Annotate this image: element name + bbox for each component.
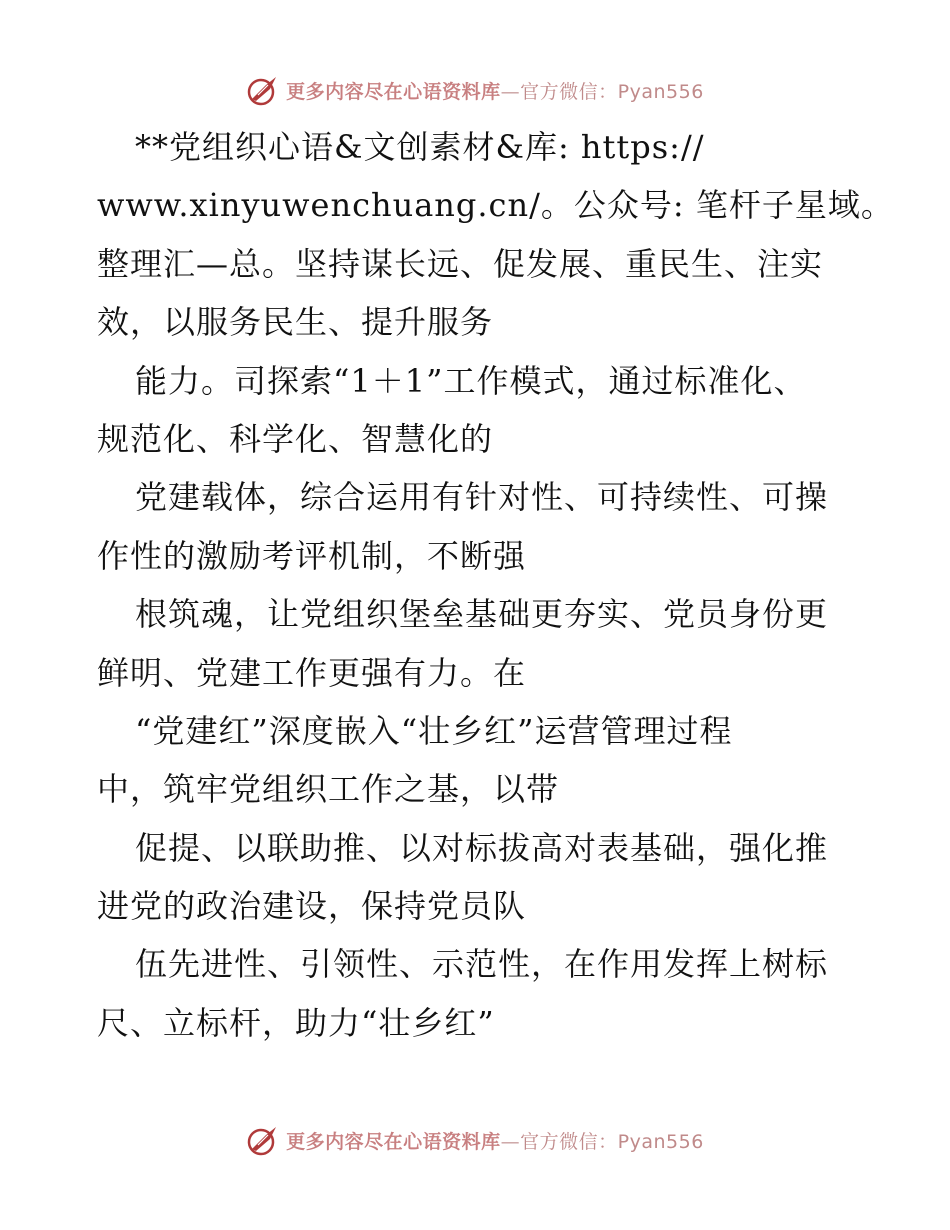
- text-line: 能力。司探索“1＋1”工作模式，通过标准化、: [135, 361, 807, 400]
- footer-banner-contact: 官方微信：Pyan556: [520, 1130, 704, 1153]
- text-line: “党建红”深度嵌入“壮乡红”运营管理过程: [135, 711, 733, 750]
- header-banner-separator: —: [500, 80, 521, 103]
- text-line: 尺、立标杆，助力“壮乡红”: [97, 1003, 495, 1042]
- text-line: 规范化、科学化、智慧化的: [97, 419, 494, 458]
- header-banner-text: [286, 77, 704, 104]
- quill-logo-icon: [246, 73, 280, 107]
- text-line: **党组织心语&文创素材&库: https://: [135, 128, 705, 166]
- text-line: 整理汇—总。坚持谋长远、促发展、重民生、注实: [97, 244, 824, 283]
- text-line: 中，筑牢党组织工作之基，以带: [97, 770, 560, 809]
- text-line: 作性的激励考评机制，不断强: [97, 536, 527, 575]
- text-line: www.xinyuwenchuang.cn/。公众号: 笔杆子星域。: [97, 186, 894, 225]
- text-line: 伍先进性、引领性、示范性，在作用发挥上树标: [135, 945, 829, 984]
- text-line: 促提、以联助推、以对标拔高对表基础，强化推: [135, 828, 829, 867]
- footer-banner-title: 更多内容尽在心语资料库: [286, 1130, 501, 1153]
- text-line: 党建载体，综合运用有针对性、可持续性、可操: [135, 478, 829, 517]
- header-banner-contact: 官方微信：Pyan556: [520, 80, 704, 103]
- footer-banner-separator: —: [500, 1130, 521, 1153]
- footer-banner: [0, 1120, 950, 1160]
- text-line: 效，以服务民生、提升服务: [97, 303, 494, 342]
- text-line: 根筑魂，让党组织堡垒基础更夯实、党员身份更: [135, 595, 829, 634]
- document-body: [97, 118, 894, 1052]
- text-line: 鲜明、党建工作更强有力。在: [97, 653, 527, 692]
- quill-logo-icon: [246, 1123, 280, 1157]
- text-line: 进党的政治建设，保持党员队: [97, 887, 527, 926]
- footer-banner-text: [286, 1127, 704, 1154]
- header-banner-title: 更多内容尽在心语资料库: [286, 80, 501, 103]
- header-banner: [0, 70, 950, 110]
